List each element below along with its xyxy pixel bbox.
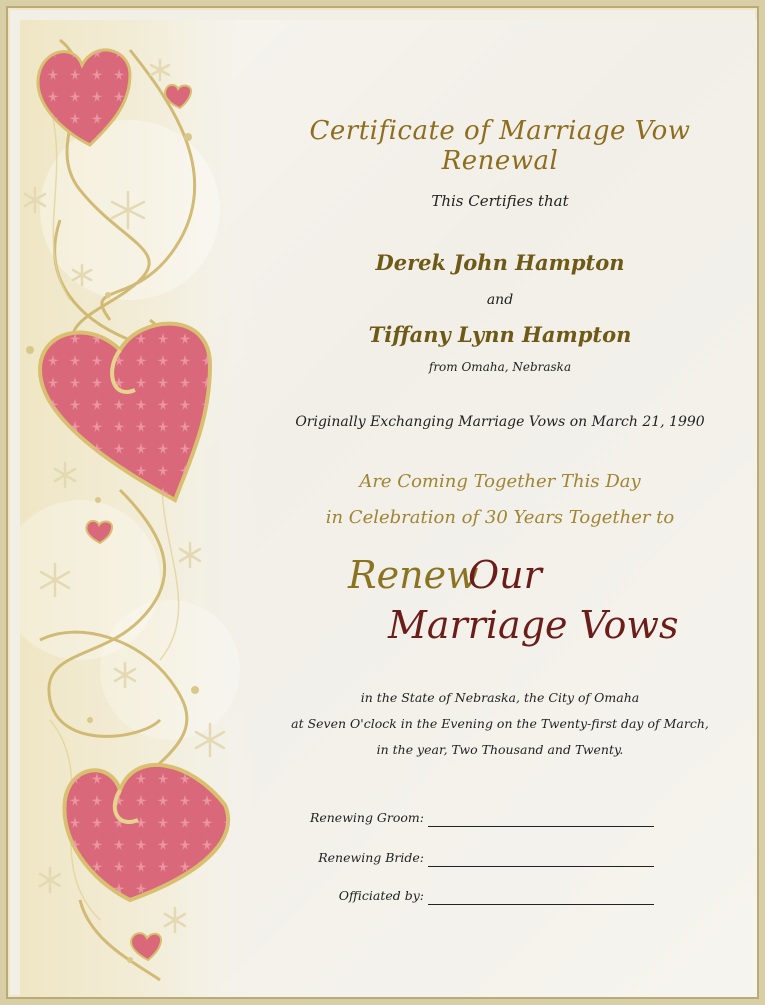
celebration-line-2: in Celebration of 30 Years Together to — [325, 507, 675, 528]
certifies-text: This Certifies that — [431, 192, 569, 210]
bride-name: Tiffany Lynn Hampton — [368, 322, 632, 347]
officiant-signature-row — [260, 888, 740, 910]
hearts-border-decoration — [20, 20, 260, 997]
hometown-text: from Omaha, Nebraska — [428, 360, 572, 374]
certificate-paper — [20, 20, 757, 997]
bride-signature-line[interactable] — [428, 866, 654, 867]
ceremony-location: in the State of Nebraska, the City of Omaha — [360, 690, 640, 705]
original-vows-date: Originally Exchanging Marriage Vows on March 21, 1990 — [295, 414, 705, 430]
bride-signature-row — [260, 850, 740, 872]
ceremony-time: at Seven O'clock in the Evening on the Twenty-first day of March, — [291, 716, 709, 731]
certificate-title: Certificate of Marriage Vow Renewal — [309, 116, 691, 176]
certificate-content — [260, 20, 740, 997]
officiant-signature-label: Officiated by: — [338, 888, 424, 903]
renew-vows-heading — [260, 545, 740, 665]
bride-signature-label: Renewing Bride: — [318, 850, 424, 865]
groom-signature-line[interactable] — [428, 826, 654, 827]
celebration-line-1: Are Coming Together This Day — [359, 471, 641, 492]
groom-signature-row — [260, 810, 740, 832]
our-word: Our — [468, 553, 542, 597]
officiant-signature-line[interactable] — [428, 904, 654, 905]
groom-name: Derek John Hampton — [375, 250, 625, 275]
renew-word: Renew — [348, 553, 479, 597]
groom-signature-label: Renewing Groom: — [309, 810, 424, 825]
and-text: and — [486, 292, 514, 308]
marriage-vows-text: Marriage Vows — [388, 603, 679, 647]
ceremony-year: in the year, Two Thousand and Twenty. — [376, 742, 624, 757]
